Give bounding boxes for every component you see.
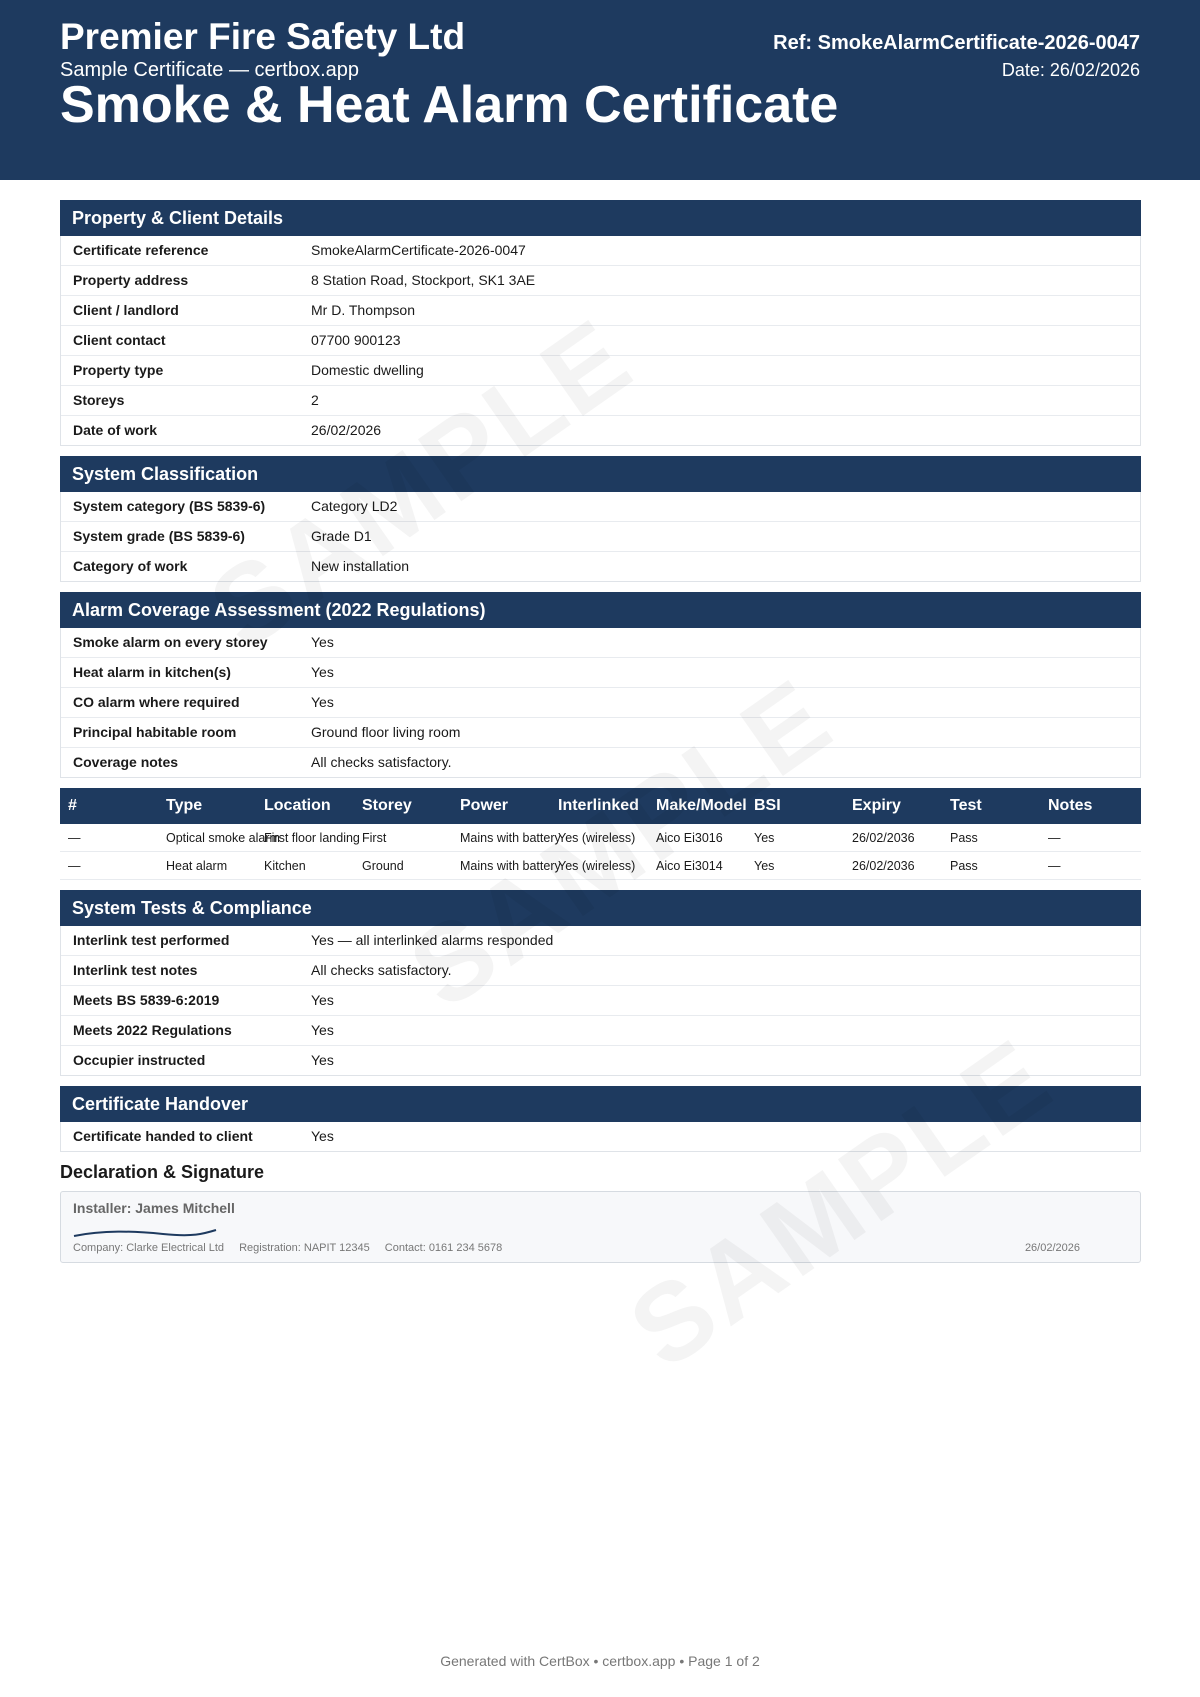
field-value: 26/02/2026 — [311, 422, 382, 438]
field-label: Interlink test notes — [73, 962, 198, 978]
kv-table — [60, 1122, 1141, 1152]
signature-image — [73, 1228, 218, 1240]
table-row — [61, 718, 1140, 748]
table-row — [61, 1046, 1140, 1075]
signature-date: 26/02/2026 — [1024, 1242, 1080, 1254]
field-value: Ground floor living room — [311, 724, 461, 740]
field-label: Meets BS 5839-6:2019 — [73, 992, 220, 1008]
table-cell: — — [60, 852, 158, 880]
table-row — [61, 748, 1140, 777]
table-row — [61, 658, 1140, 688]
kv-table — [60, 628, 1141, 778]
column-header: Power — [452, 788, 550, 824]
table-cell: — — [1040, 852, 1141, 880]
table-row — [61, 986, 1140, 1016]
signature-box — [60, 1191, 1141, 1263]
table-cell: Pass — [942, 852, 1040, 880]
table-cell: 26/02/2036 — [844, 852, 942, 880]
table-row — [61, 926, 1140, 956]
field-label: Certificate reference — [73, 242, 209, 258]
field-label: System grade (BS 5839-6) — [73, 528, 245, 544]
column-header: Type — [158, 788, 256, 824]
installer-company: Company: Clarke Electrical Ltd — [73, 1242, 225, 1254]
table-cell: Aico Ei3014 — [648, 852, 746, 880]
column-header: Storey — [354, 788, 452, 824]
certificate-ref: Ref: SmokeAlarmCertificate-2026-0047 — [773, 32, 1140, 54]
certificate-date: Date: 26/02/2026 — [1001, 60, 1140, 80]
field-value: SmokeAlarmCertificate-2026-0047 — [311, 242, 526, 258]
field-label: Date of work — [73, 422, 158, 438]
installer-contact: Contact: 0161 234 5678 — [384, 1242, 503, 1254]
section-heading: Property & Client Details — [60, 200, 1141, 236]
field-label: Client contact — [73, 332, 166, 348]
field-value: Yes — [311, 1052, 334, 1068]
field-value: Grade D1 — [311, 528, 372, 544]
field-value: Category LD2 — [311, 498, 398, 514]
declaration-heading: Declaration & Signature — [60, 1162, 265, 1182]
table-row — [61, 1122, 1140, 1151]
field-label: Storeys — [73, 392, 125, 408]
table-cell: First floor landing — [256, 824, 354, 852]
installer-registration: Registration: NAPIT 12345 — [239, 1242, 370, 1254]
field-label: Property type — [73, 362, 164, 378]
certificate-title: Smoke & Heat Alarm Certificate — [60, 76, 839, 134]
field-label: Principal habitable room — [73, 724, 237, 740]
table-cell: Yes — [746, 824, 844, 852]
table-cell: Kitchen — [256, 852, 354, 880]
field-label: Interlink test performed — [73, 932, 230, 948]
field-value: All checks satisfactory. — [311, 754, 452, 770]
page-footer: Generated with CertBox • certbox.app • Page 1 of 2 — [440, 1653, 760, 1669]
table-row — [61, 236, 1140, 266]
table-cell: Mains with battery — [452, 852, 550, 880]
installer-details — [73, 1242, 514, 1254]
column-header: Test — [942, 788, 1040, 824]
table-row — [61, 492, 1140, 522]
classification-section — [60, 456, 1141, 582]
table-row — [61, 522, 1140, 552]
column-header: Location — [256, 788, 354, 824]
property-section — [60, 200, 1141, 446]
field-label: Client / landlord — [73, 302, 179, 318]
kv-table — [60, 926, 1141, 1076]
table-row — [60, 824, 1141, 852]
alarm-devices-table — [60, 788, 1141, 880]
table-row — [61, 416, 1140, 445]
column-header: BSI — [746, 788, 844, 824]
table-cell: Mains with battery — [452, 824, 550, 852]
table-header-row — [60, 788, 1141, 824]
table-row — [61, 688, 1140, 718]
table-cell: Aico Ei3016 — [648, 824, 746, 852]
field-value: Yes — [311, 1022, 334, 1038]
field-value: 2 — [311, 392, 319, 408]
field-label: Category of work — [73, 558, 188, 574]
column-header: Expiry — [844, 788, 942, 824]
field-label: Smoke alarm on every storey — [73, 634, 268, 650]
table-row — [61, 386, 1140, 416]
table-row — [61, 1016, 1140, 1046]
table-row — [61, 266, 1140, 296]
field-value: Domestic dwelling — [311, 362, 424, 378]
certificate-header — [0, 0, 1200, 180]
field-label: Coverage notes — [73, 754, 179, 770]
field-value: All checks satisfactory. — [311, 962, 452, 978]
field-value: Yes — [311, 992, 334, 1008]
section-heading: System Tests & Compliance — [60, 890, 1141, 926]
field-value: Mr D. Thompson — [311, 302, 415, 318]
table-cell: — — [1040, 824, 1141, 852]
table-row — [61, 628, 1140, 658]
company-name: Premier Fire Safety Ltd — [60, 16, 466, 57]
field-label: Certificate handed to client — [73, 1128, 253, 1144]
column-header: Notes — [1040, 788, 1141, 824]
table-cell: Heat alarm — [158, 852, 256, 880]
handover-section — [60, 1086, 1141, 1152]
section-heading: Alarm Coverage Assessment (2022 Regulations) — [60, 592, 1141, 628]
field-label: CO alarm where required — [73, 694, 240, 710]
table-cell: Optical smoke alarm — [158, 824, 256, 852]
certificate-subtitle: Sample Certificate — certbox.app — [60, 59, 360, 81]
table-cell: Ground — [354, 852, 452, 880]
kv-table — [60, 492, 1141, 582]
table-row — [61, 296, 1140, 326]
table-cell: First — [354, 824, 452, 852]
table-cell: 26/02/2036 — [844, 824, 942, 852]
table-row — [60, 852, 1141, 880]
field-label: Meets 2022 Regulations — [73, 1022, 232, 1038]
table-cell: Pass — [942, 824, 1040, 852]
table-row — [61, 956, 1140, 986]
field-value: Yes — [311, 1128, 334, 1144]
table-row — [61, 552, 1140, 581]
installer-name: Installer: James Mitchell — [73, 1200, 235, 1216]
certificate-body — [60, 200, 1141, 1263]
field-value: 07700 900123 — [311, 332, 401, 348]
field-label: System category (BS 5839-6) — [73, 498, 266, 514]
column-header: # — [60, 788, 158, 824]
field-label: Occupier instructed — [73, 1052, 206, 1068]
coverage-section — [60, 592, 1141, 778]
column-header: Interlinked — [550, 788, 648, 824]
table-cell: Yes — [746, 852, 844, 880]
field-value: Yes — all interlinked alarms responded — [311, 932, 554, 948]
table-cell: — — [60, 824, 158, 852]
table-body — [60, 824, 1141, 880]
column-header: Make/Model — [648, 788, 746, 824]
field-value: Yes — [311, 694, 334, 710]
table-cell: Yes (wireless) — [550, 824, 648, 852]
table-row — [61, 356, 1140, 386]
field-value: New installation — [311, 558, 410, 574]
section-heading: Certificate Handover — [60, 1086, 1141, 1122]
table-row — [61, 326, 1140, 356]
field-label: Property address — [73, 272, 189, 288]
table-cell: Yes (wireless) — [550, 852, 648, 880]
field-label: Heat alarm in kitchen(s) — [73, 664, 231, 680]
section-heading: System Classification — [60, 456, 1141, 492]
field-value: Yes — [311, 664, 334, 680]
field-value: Yes — [311, 634, 334, 650]
field-value: 8 Station Road, Stockport, SK1 3AE — [311, 272, 536, 288]
kv-table — [60, 236, 1141, 446]
tests-section — [60, 890, 1141, 1076]
